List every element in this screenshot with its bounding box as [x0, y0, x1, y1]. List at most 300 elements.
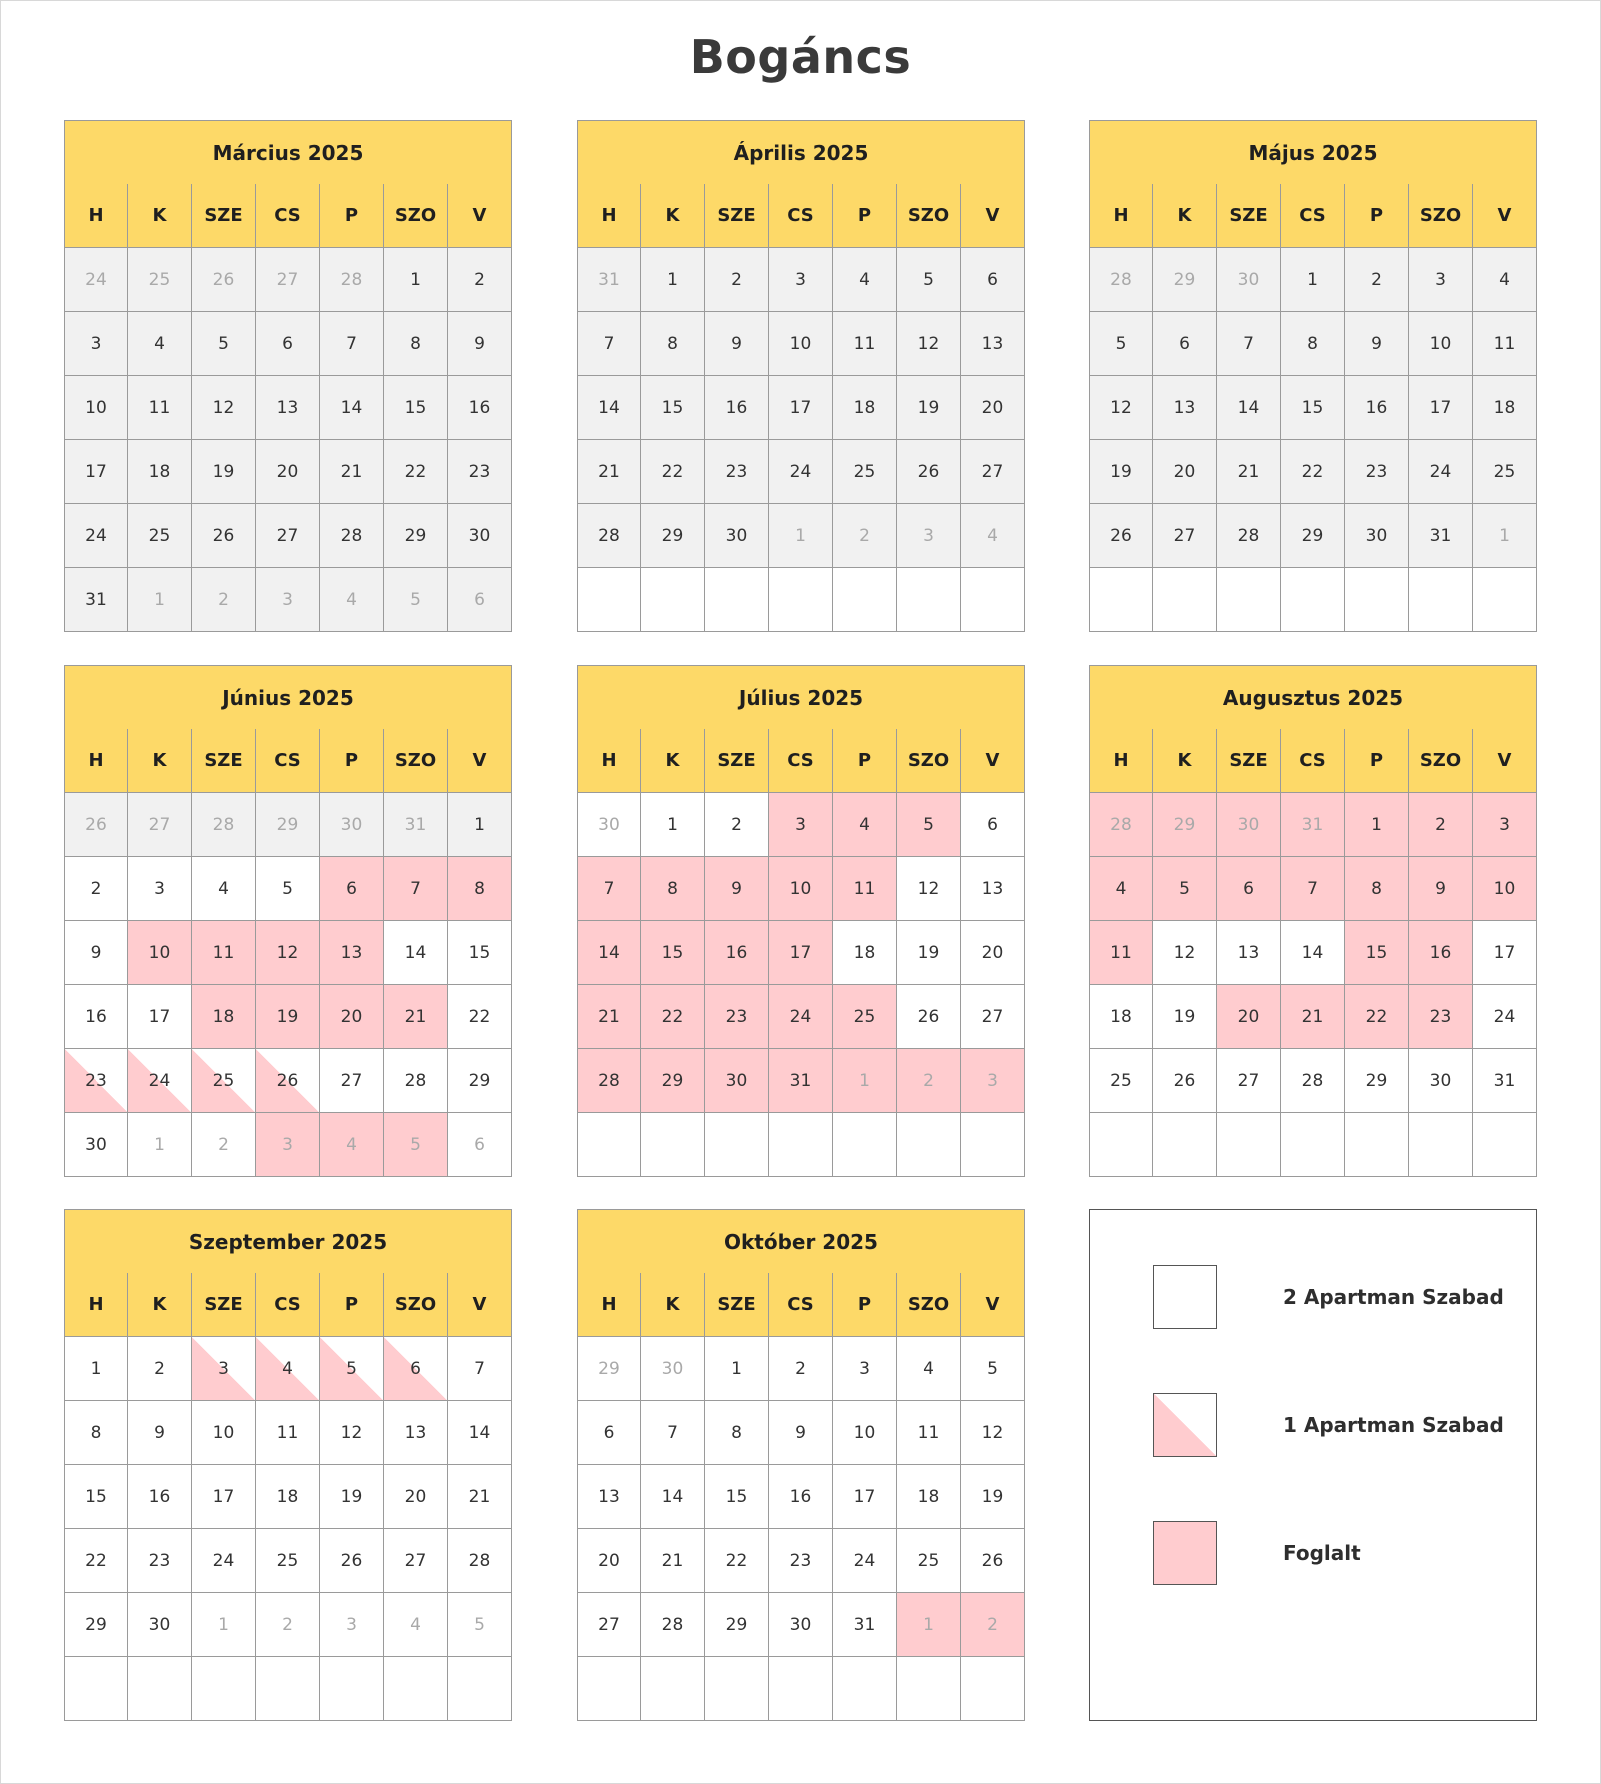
- day-cell: 6: [448, 1113, 512, 1177]
- weekday-header: SZE: [192, 729, 256, 793]
- day-cell: 30: [577, 793, 641, 857]
- day-cell: 11: [128, 376, 192, 440]
- weekday-header: P: [320, 729, 384, 793]
- legend-label-half: 1 Apartman Szabad: [1283, 1413, 1504, 1437]
- empty-day-cell: [256, 1657, 320, 1721]
- day-cell: 10: [192, 1401, 256, 1465]
- empty-day-cell: [833, 1657, 897, 1721]
- day-cell: 9: [705, 312, 769, 376]
- day-cell: 2: [128, 1337, 192, 1401]
- empty-day-cell: [1153, 568, 1217, 632]
- day-cell: 6: [384, 1337, 448, 1401]
- month-title: Május 2025: [1089, 120, 1537, 185]
- weekday-header: K: [128, 184, 192, 248]
- day-cell: 13: [577, 1465, 641, 1529]
- empty-day-cell: [1281, 568, 1345, 632]
- day-cell: 19: [1153, 985, 1217, 1049]
- day-cell: 21: [641, 1529, 705, 1593]
- day-cell: 4: [897, 1337, 961, 1401]
- day-cell: 25: [256, 1529, 320, 1593]
- day-cell: 7: [577, 312, 641, 376]
- day-cell: 6: [961, 248, 1025, 312]
- day-cell: 20: [320, 985, 384, 1049]
- day-cell: 2: [192, 1113, 256, 1177]
- month-title: Június 2025: [64, 665, 512, 730]
- day-cell: 14: [384, 921, 448, 985]
- day-cell: 31: [577, 248, 641, 312]
- day-cell: 18: [192, 985, 256, 1049]
- day-cell: 4: [833, 248, 897, 312]
- month-calendar: [1089, 120, 1537, 632]
- day-cell: 20: [256, 440, 320, 504]
- empty-day-cell: [1089, 568, 1153, 632]
- day-cell: 4: [961, 504, 1025, 568]
- weekday-header: CS: [769, 1273, 833, 1337]
- day-cell: 4: [128, 312, 192, 376]
- day-cell: 2: [1345, 248, 1409, 312]
- day-cell: 1: [833, 1049, 897, 1113]
- empty-day-cell: [961, 1113, 1025, 1177]
- day-cell: 1: [1345, 793, 1409, 857]
- day-cell: 15: [384, 376, 448, 440]
- day-cell: 9: [64, 921, 128, 985]
- day-cell: 8: [641, 857, 705, 921]
- weekday-header: V: [1473, 184, 1537, 248]
- day-cell: 1: [64, 1337, 128, 1401]
- month-day-grid: [64, 1273, 512, 1721]
- empty-day-cell: [769, 1657, 833, 1721]
- day-cell: 30: [128, 1593, 192, 1657]
- day-cell: 10: [833, 1401, 897, 1465]
- day-cell: 5: [897, 793, 961, 857]
- day-cell: 18: [897, 1465, 961, 1529]
- weekday-header: SZO: [897, 184, 961, 248]
- day-cell: 5: [1089, 312, 1153, 376]
- day-cell: 24: [64, 504, 128, 568]
- month-calendar: [64, 1209, 512, 1721]
- day-cell: 27: [961, 440, 1025, 504]
- month-title: Szeptember 2025: [64, 1209, 512, 1274]
- day-cell: 3: [320, 1593, 384, 1657]
- day-cell: 28: [384, 1049, 448, 1113]
- day-cell: 24: [769, 985, 833, 1049]
- day-cell: 4: [1089, 857, 1153, 921]
- day-cell: 21: [1217, 440, 1281, 504]
- weekday-header: SZO: [384, 184, 448, 248]
- day-cell: 3: [769, 793, 833, 857]
- weekday-header: H: [577, 1273, 641, 1337]
- day-cell: 14: [448, 1401, 512, 1465]
- day-cell: 28: [448, 1529, 512, 1593]
- day-cell: 21: [320, 440, 384, 504]
- month-calendar: [64, 665, 512, 1177]
- day-cell: 13: [384, 1401, 448, 1465]
- day-cell: 25: [897, 1529, 961, 1593]
- day-cell: 3: [1473, 793, 1537, 857]
- day-cell: 26: [1153, 1049, 1217, 1113]
- day-cell: 19: [256, 985, 320, 1049]
- day-cell: 1: [641, 793, 705, 857]
- day-cell: 28: [641, 1593, 705, 1657]
- day-cell: 13: [961, 312, 1025, 376]
- day-cell: 19: [961, 1465, 1025, 1529]
- day-cell: 28: [320, 504, 384, 568]
- day-cell: 19: [1089, 440, 1153, 504]
- day-cell: 6: [577, 1401, 641, 1465]
- empty-day-cell: [897, 1113, 961, 1177]
- empty-day-cell: [897, 1657, 961, 1721]
- day-cell: 13: [1153, 376, 1217, 440]
- day-cell: 31: [769, 1049, 833, 1113]
- day-cell: 22: [448, 985, 512, 1049]
- day-cell: 24: [833, 1529, 897, 1593]
- day-cell: 14: [641, 1465, 705, 1529]
- weekday-header: V: [1473, 729, 1537, 793]
- day-cell: 12: [1153, 921, 1217, 985]
- day-cell: 28: [1217, 504, 1281, 568]
- month-calendar: [64, 120, 512, 632]
- month-calendar: [577, 1209, 1025, 1721]
- day-cell: 16: [705, 376, 769, 440]
- day-cell: 20: [1217, 985, 1281, 1049]
- day-cell: 29: [641, 504, 705, 568]
- day-cell: 6: [1217, 857, 1281, 921]
- day-cell: 5: [448, 1593, 512, 1657]
- day-cell: 11: [192, 921, 256, 985]
- day-cell: 3: [833, 1337, 897, 1401]
- day-cell: 29: [256, 793, 320, 857]
- day-cell: 25: [1473, 440, 1537, 504]
- weekday-header: H: [1089, 184, 1153, 248]
- day-cell: 6: [320, 857, 384, 921]
- weekday-header: SZO: [384, 729, 448, 793]
- day-cell: 26: [192, 504, 256, 568]
- day-cell: 5: [384, 568, 448, 632]
- empty-day-cell: [577, 1657, 641, 1721]
- legend-item-half: [1153, 1393, 1533, 1457]
- day-cell: 22: [64, 1529, 128, 1593]
- day-cell: 4: [384, 1593, 448, 1657]
- weekday-header: SZO: [1409, 184, 1473, 248]
- day-cell: 23: [64, 1049, 128, 1113]
- empty-day-cell: [705, 1657, 769, 1721]
- month-day-grid: [64, 729, 512, 1177]
- day-cell: 10: [1409, 312, 1473, 376]
- empty-day-cell: [1217, 1113, 1281, 1177]
- day-cell: 5: [897, 248, 961, 312]
- day-cell: 28: [1089, 793, 1153, 857]
- empty-day-cell: [705, 568, 769, 632]
- day-cell: 17: [1473, 921, 1537, 985]
- day-cell: 31: [64, 568, 128, 632]
- weekday-header: V: [961, 1273, 1025, 1337]
- empty-day-cell: [64, 1657, 128, 1721]
- day-cell: 22: [641, 440, 705, 504]
- day-cell: 29: [641, 1049, 705, 1113]
- day-cell: 27: [256, 248, 320, 312]
- day-cell: 12: [961, 1401, 1025, 1465]
- day-cell: 11: [833, 312, 897, 376]
- weekday-header: SZO: [1409, 729, 1473, 793]
- weekday-header: V: [448, 1273, 512, 1337]
- legend-swatch-half: [1153, 1393, 1217, 1457]
- day-cell: 29: [64, 1593, 128, 1657]
- day-cell: 31: [1473, 1049, 1537, 1113]
- day-cell: 18: [128, 440, 192, 504]
- month-day-grid: [577, 184, 1025, 632]
- day-cell: 2: [256, 1593, 320, 1657]
- weekday-header: SZE: [705, 184, 769, 248]
- day-cell: 27: [577, 1593, 641, 1657]
- day-cell: 19: [897, 921, 961, 985]
- day-cell: 5: [1153, 857, 1217, 921]
- day-cell: 28: [1089, 248, 1153, 312]
- day-cell: 24: [1409, 440, 1473, 504]
- empty-day-cell: [1281, 1113, 1345, 1177]
- day-cell: 25: [128, 504, 192, 568]
- empty-day-cell: [769, 568, 833, 632]
- day-cell: 17: [1409, 376, 1473, 440]
- day-cell: 8: [448, 857, 512, 921]
- day-cell: 5: [320, 1337, 384, 1401]
- day-cell: 26: [320, 1529, 384, 1593]
- day-cell: 1: [448, 793, 512, 857]
- day-cell: 23: [705, 440, 769, 504]
- day-cell: 18: [256, 1465, 320, 1529]
- day-cell: 1: [192, 1593, 256, 1657]
- day-cell: 28: [577, 504, 641, 568]
- day-cell: 6: [1153, 312, 1217, 376]
- day-cell: 3: [256, 1113, 320, 1177]
- empty-day-cell: [1153, 1113, 1217, 1177]
- month-title: Július 2025: [577, 665, 1025, 730]
- day-cell: 26: [64, 793, 128, 857]
- weekday-header: V: [448, 184, 512, 248]
- day-cell: 12: [320, 1401, 384, 1465]
- day-cell: 14: [320, 376, 384, 440]
- day-cell: 1: [128, 568, 192, 632]
- weekday-header: K: [641, 1273, 705, 1337]
- day-cell: 27: [384, 1529, 448, 1593]
- empty-day-cell: [1345, 1113, 1409, 1177]
- day-cell: 21: [448, 1465, 512, 1529]
- day-cell: 9: [1409, 857, 1473, 921]
- day-cell: 10: [769, 857, 833, 921]
- weekday-header: P: [1345, 729, 1409, 793]
- day-cell: 29: [1281, 504, 1345, 568]
- day-cell: 7: [641, 1401, 705, 1465]
- day-cell: 1: [1473, 504, 1537, 568]
- day-cell: 17: [192, 1465, 256, 1529]
- month-calendar: [1089, 665, 1537, 1177]
- day-cell: 24: [64, 248, 128, 312]
- day-cell: 1: [897, 1593, 961, 1657]
- day-cell: 28: [192, 793, 256, 857]
- day-cell: 10: [769, 312, 833, 376]
- day-cell: 26: [897, 985, 961, 1049]
- empty-day-cell: [961, 1657, 1025, 1721]
- month-day-grid: [1089, 729, 1537, 1177]
- month-title: Március 2025: [64, 120, 512, 185]
- day-cell: 2: [192, 568, 256, 632]
- day-cell: 26: [1089, 504, 1153, 568]
- day-cell: 3: [897, 504, 961, 568]
- weekday-header: SZO: [897, 729, 961, 793]
- weekday-header: CS: [256, 184, 320, 248]
- day-cell: 4: [320, 568, 384, 632]
- day-cell: 29: [448, 1049, 512, 1113]
- day-cell: 31: [833, 1593, 897, 1657]
- day-cell: 30: [448, 504, 512, 568]
- day-cell: 3: [64, 312, 128, 376]
- day-cell: 16: [448, 376, 512, 440]
- day-cell: 23: [1409, 985, 1473, 1049]
- day-cell: 22: [1281, 440, 1345, 504]
- weekday-header: CS: [256, 729, 320, 793]
- empty-day-cell: [1409, 1113, 1473, 1177]
- day-cell: 17: [64, 440, 128, 504]
- day-cell: 12: [1089, 376, 1153, 440]
- day-cell: 11: [256, 1401, 320, 1465]
- weekday-header: CS: [769, 729, 833, 793]
- day-cell: 14: [577, 376, 641, 440]
- day-cell: 24: [1473, 985, 1537, 1049]
- day-cell: 16: [64, 985, 128, 1049]
- day-cell: 19: [192, 440, 256, 504]
- day-cell: 14: [577, 921, 641, 985]
- day-cell: 18: [1473, 376, 1537, 440]
- day-cell: 1: [1281, 248, 1345, 312]
- day-cell: 15: [705, 1465, 769, 1529]
- day-cell: 7: [320, 312, 384, 376]
- day-cell: 16: [705, 921, 769, 985]
- weekday-header: K: [128, 729, 192, 793]
- empty-day-cell: [961, 568, 1025, 632]
- day-cell: 9: [448, 312, 512, 376]
- day-cell: 31: [1409, 504, 1473, 568]
- day-cell: 26: [961, 1529, 1025, 1593]
- day-cell: 17: [769, 376, 833, 440]
- day-cell: 8: [705, 1401, 769, 1465]
- day-cell: 24: [192, 1529, 256, 1593]
- day-cell: 29: [1153, 793, 1217, 857]
- month-title: Augusztus 2025: [1089, 665, 1537, 730]
- empty-day-cell: [1217, 568, 1281, 632]
- day-cell: 30: [641, 1337, 705, 1401]
- day-cell: 22: [384, 440, 448, 504]
- month-day-grid: [1089, 184, 1537, 632]
- day-cell: 26: [256, 1049, 320, 1113]
- day-cell: 13: [256, 376, 320, 440]
- day-cell: 19: [897, 376, 961, 440]
- day-cell: 11: [1473, 312, 1537, 376]
- day-cell: 30: [705, 1049, 769, 1113]
- empty-day-cell: [833, 568, 897, 632]
- legend-item-booked: [1153, 1521, 1533, 1585]
- day-cell: 8: [384, 312, 448, 376]
- legend-box: [1089, 1209, 1537, 1721]
- day-cell: 27: [1217, 1049, 1281, 1113]
- day-cell: 23: [1345, 440, 1409, 504]
- day-cell: 1: [769, 504, 833, 568]
- empty-day-cell: [641, 568, 705, 632]
- day-cell: 4: [833, 793, 897, 857]
- day-cell: 13: [320, 921, 384, 985]
- day-cell: 9: [769, 1401, 833, 1465]
- day-cell: 2: [897, 1049, 961, 1113]
- day-cell: 20: [961, 921, 1025, 985]
- empty-day-cell: [192, 1657, 256, 1721]
- day-cell: 24: [769, 440, 833, 504]
- legend-swatch-booked: [1153, 1521, 1217, 1585]
- day-cell: 17: [833, 1465, 897, 1529]
- empty-day-cell: [641, 1657, 705, 1721]
- day-cell: 26: [897, 440, 961, 504]
- day-cell: 22: [641, 985, 705, 1049]
- weekday-header: SZO: [384, 1273, 448, 1337]
- empty-day-cell: [1473, 1113, 1537, 1177]
- weekday-header: K: [641, 184, 705, 248]
- weekday-header: K: [641, 729, 705, 793]
- day-cell: 11: [897, 1401, 961, 1465]
- weekday-header: SZE: [1217, 729, 1281, 793]
- day-cell: 1: [705, 1337, 769, 1401]
- day-cell: 12: [256, 921, 320, 985]
- weekday-header: H: [64, 729, 128, 793]
- month-calendar: [577, 120, 1025, 632]
- empty-day-cell: [705, 1113, 769, 1177]
- day-cell: 3: [256, 568, 320, 632]
- weekday-header: H: [1089, 729, 1153, 793]
- day-cell: 21: [577, 440, 641, 504]
- day-cell: 7: [384, 857, 448, 921]
- day-cell: 30: [1217, 248, 1281, 312]
- weekday-header: K: [1153, 184, 1217, 248]
- weekday-header: SZE: [1217, 184, 1281, 248]
- day-cell: 3: [128, 857, 192, 921]
- empty-day-cell: [128, 1657, 192, 1721]
- weekday-header: CS: [769, 184, 833, 248]
- day-cell: 30: [64, 1113, 128, 1177]
- day-cell: 20: [384, 1465, 448, 1529]
- day-cell: 25: [833, 985, 897, 1049]
- day-cell: 9: [128, 1401, 192, 1465]
- page-title: Bogáncs: [689, 30, 912, 84]
- day-cell: 4: [256, 1337, 320, 1401]
- day-cell: 30: [1345, 504, 1409, 568]
- day-cell: 25: [833, 440, 897, 504]
- day-cell: 16: [1345, 376, 1409, 440]
- day-cell: 3: [769, 248, 833, 312]
- day-cell: 17: [128, 985, 192, 1049]
- day-cell: 3: [192, 1337, 256, 1401]
- weekday-header: SZE: [705, 1273, 769, 1337]
- day-cell: 18: [833, 376, 897, 440]
- day-cell: 2: [961, 1593, 1025, 1657]
- day-cell: 5: [256, 857, 320, 921]
- day-cell: 21: [577, 985, 641, 1049]
- empty-day-cell: [577, 1113, 641, 1177]
- day-cell: 6: [256, 312, 320, 376]
- day-cell: 12: [897, 857, 961, 921]
- empty-day-cell: [320, 1657, 384, 1721]
- day-cell: 9: [705, 857, 769, 921]
- day-cell: 14: [1281, 921, 1345, 985]
- day-cell: 29: [1345, 1049, 1409, 1113]
- day-cell: 9: [1345, 312, 1409, 376]
- day-cell: 11: [1089, 921, 1153, 985]
- legend-item-free: [1153, 1265, 1533, 1329]
